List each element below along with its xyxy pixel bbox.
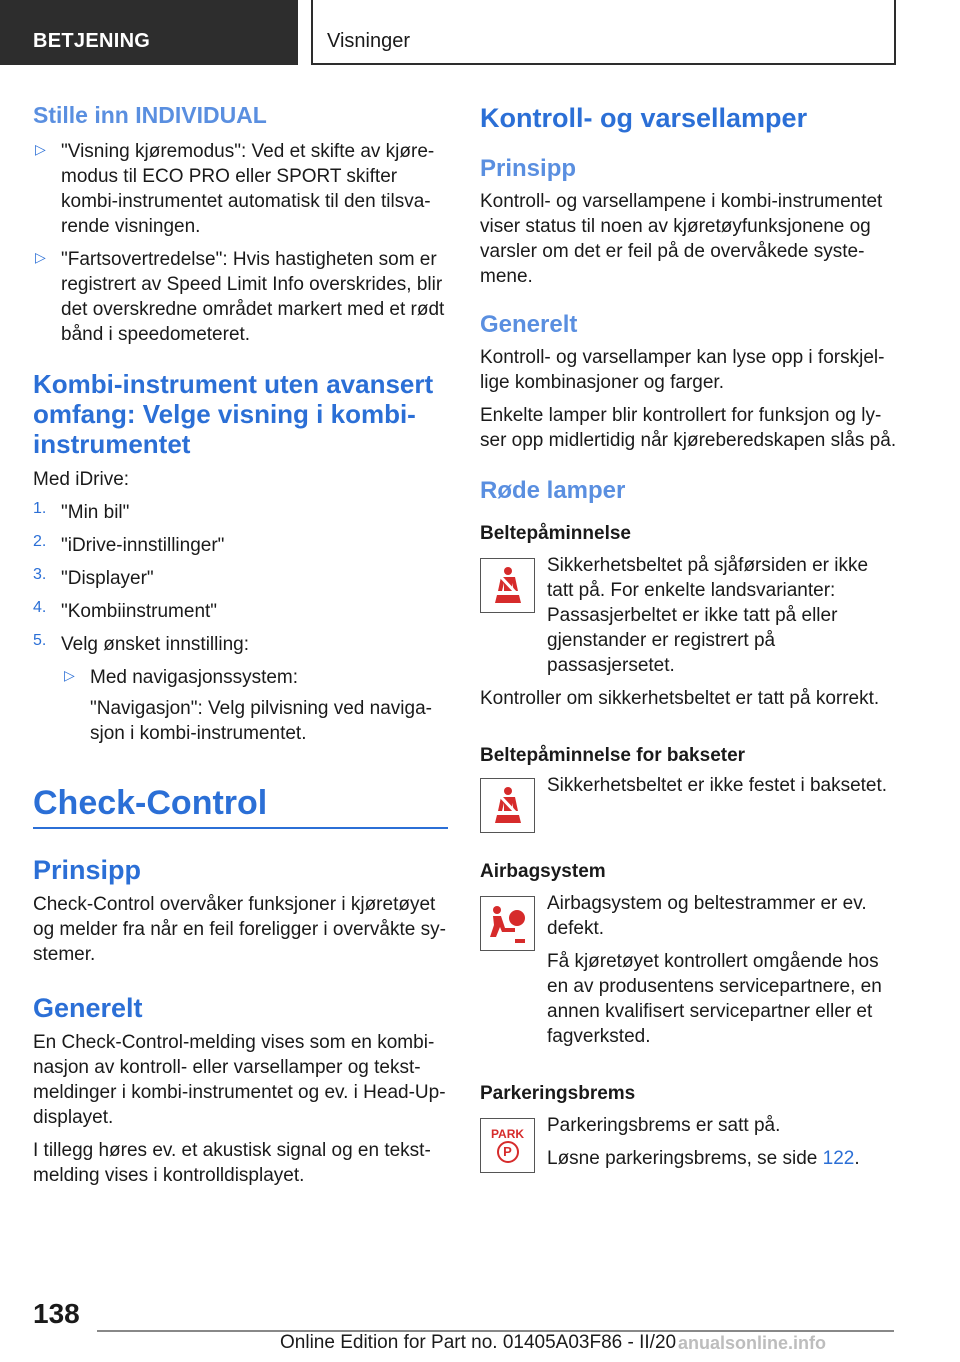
generelt-heading: Generelt bbox=[33, 993, 143, 1023]
generelt-text: Kontroll- og varsellamper kan lyse opp i forskjellige kombinasjoner og farger. bbox=[480, 347, 885, 393]
rear-seatbelt-warning-icon bbox=[480, 778, 535, 833]
step-text: "Kombiinstrument" bbox=[61, 601, 218, 622]
rear-belt-block bbox=[480, 773, 898, 831]
individual-heading: Stille inn INDIVIDUAL bbox=[33, 102, 267, 128]
step-text: "iDrive-innstillinger" bbox=[61, 535, 225, 556]
sub-bullet-detail: "Navigasjon": Velg pilvisning ved navigasjon i kombi-instrumentet. bbox=[90, 698, 432, 744]
prinsipp-heading: Prinsipp bbox=[33, 855, 142, 885]
right-column bbox=[480, 100, 898, 1175]
step-text: Velg ønsket innstilling: bbox=[61, 634, 249, 655]
airbag-text2-lead bbox=[480, 949, 898, 1049]
seatbelt-warning-icon bbox=[480, 558, 535, 613]
belt-reminder-text: Sikkerhetsbeltet på sjåførsiden er ikke tatt på. For enkelte landsvarianter: Passasjerbeltet er ikke tatt på eller gjenstander er registrert på passasjersetet. bbox=[547, 555, 869, 676]
step-text: "Min bil" bbox=[61, 502, 130, 523]
left-column bbox=[33, 100, 448, 1188]
generelt-text: I tillegg høres ev. et akustisk signal og en tekstmelding vises i kontrolldisplayet. bbox=[33, 1140, 431, 1186]
bullet-text: "Fartsovertredelse": Hvis hastigheten som er registrert av Speed Limit Info overskrides, blir det overskredne området markert med et rødt bånd i speedometeret. bbox=[61, 249, 445, 345]
parking-brake-icon bbox=[480, 1118, 535, 1173]
step-item bbox=[33, 632, 448, 657]
prinsipp-text: Kontroll- og varsellampene i kombi-instrumentet viser status til noen av kjøretøyfunksjonene og varsler om det er feil på de overvåkede systemene. bbox=[480, 191, 883, 287]
step-number: 3. bbox=[33, 566, 47, 583]
step-item bbox=[33, 500, 448, 525]
generelt-heading: Generelt bbox=[480, 311, 578, 338]
kombi-heading: Kombi-instrument uten avansert omfang: Velge visning i kombiinstrumentet bbox=[33, 369, 434, 459]
rear-belt-title: Beltepåminnelse for bakseter bbox=[480, 745, 746, 766]
page-link-122[interactable]: 122 bbox=[822, 1148, 855, 1169]
footer-edition: Online Edition for Part no. 01405A03F86 - II/20 bbox=[280, 1332, 677, 1353]
watermark: anualsonline.info bbox=[678, 1333, 827, 1353]
parking-brake-text2 bbox=[480, 1146, 898, 1171]
step-number: 5. bbox=[33, 632, 47, 649]
airbag-text: Airbagsystem og beltestrammer er ev. defekt. bbox=[547, 893, 867, 939]
step-number: 4. bbox=[33, 599, 47, 616]
park-icon-letter: P bbox=[497, 1141, 519, 1163]
header-chapter-tab bbox=[311, 0, 896, 65]
sub-bullet-text: Med navigasjonssystem: bbox=[90, 667, 299, 688]
airbag-warning-icon bbox=[480, 896, 535, 951]
belt-reminder-text2: Kontroller om sikkerhetsbeltet er tatt på korrekt. bbox=[480, 688, 880, 709]
parking-brake-text: Parkeringsbrems er satt på. bbox=[547, 1115, 781, 1136]
step-item bbox=[33, 533, 448, 558]
sub-bullet-item bbox=[62, 665, 448, 690]
airbag-text2: Få kjøretøyet kontrollert omgående hos en av produsentens servicepartnere, en annen kvalifisert servicepartner eller et fagverksted. bbox=[547, 951, 882, 1047]
bullet-triangle-icon: ▷ bbox=[35, 141, 46, 157]
parking-brake-title: Parkeringsbrems bbox=[480, 1083, 636, 1104]
step-number: 2. bbox=[33, 533, 47, 550]
check-control-heading: Check-Control bbox=[33, 784, 268, 822]
page-number: 138 bbox=[33, 1298, 80, 1329]
bullet-text: "Visning kjøremodus": Ved et skifte av kjøremodus til ECO PRO eller SPORT skifter kombi-instrumentet automatisk til den tilsvarende visningen. bbox=[61, 141, 435, 237]
bullet-item bbox=[33, 247, 448, 347]
airbag-block bbox=[480, 891, 898, 1049]
step-number: 1. bbox=[33, 500, 47, 517]
step-item bbox=[33, 599, 448, 624]
belt-reminder-title: Beltepåminnelse bbox=[480, 523, 631, 544]
header-chapter-label: Visninger bbox=[327, 30, 411, 52]
header-section-label: BETJENING bbox=[33, 30, 151, 52]
bullet-triangle-icon: ▷ bbox=[64, 667, 75, 683]
prinsipp-text: Check-Control overvåker funksjoner i kjøretøyet og melder fra når en feil foreligger i overvåkte systemer. bbox=[33, 894, 446, 965]
kombi-intro: Med iDrive: bbox=[33, 469, 130, 490]
park-icon-label: PARK bbox=[490, 1127, 525, 1141]
parking-brake-block bbox=[480, 1113, 898, 1175]
airbag-title: Airbagsystem bbox=[480, 861, 606, 882]
step-item bbox=[33, 566, 448, 591]
parking-brake-text2-pre: Løsne parkeringsbrems, se side bbox=[547, 1148, 823, 1169]
bullet-triangle-icon: ▷ bbox=[35, 249, 46, 265]
rode-lamper-heading: Røde lamper bbox=[480, 477, 626, 504]
lamps-title: Kontroll- og varsellamper bbox=[480, 103, 808, 133]
step-text: "Displayer" bbox=[61, 568, 154, 589]
generelt-text: Enkelte lamper blir kontrollert for funksjon og lyser opp midlertidig når kjøreberedskapen slås på. bbox=[480, 405, 897, 451]
prinsipp-heading: Prinsipp bbox=[480, 155, 577, 182]
generelt-text: En Check-Control-melding vises som en kombinasjon av kontroll- eller varsellamper og tekstmeldinger i kombi-instrumentet og ev. i Head-Up-displayet. bbox=[33, 1032, 446, 1128]
rear-belt-text: Sikkerhetsbeltet er ikke festet i baksetet. bbox=[547, 775, 888, 796]
bullet-item bbox=[33, 139, 448, 239]
header-section-tab bbox=[0, 0, 298, 65]
parking-brake-text2-post: . bbox=[854, 1148, 860, 1169]
heading-rule bbox=[33, 827, 448, 829]
belt-reminder-block bbox=[480, 553, 898, 711]
